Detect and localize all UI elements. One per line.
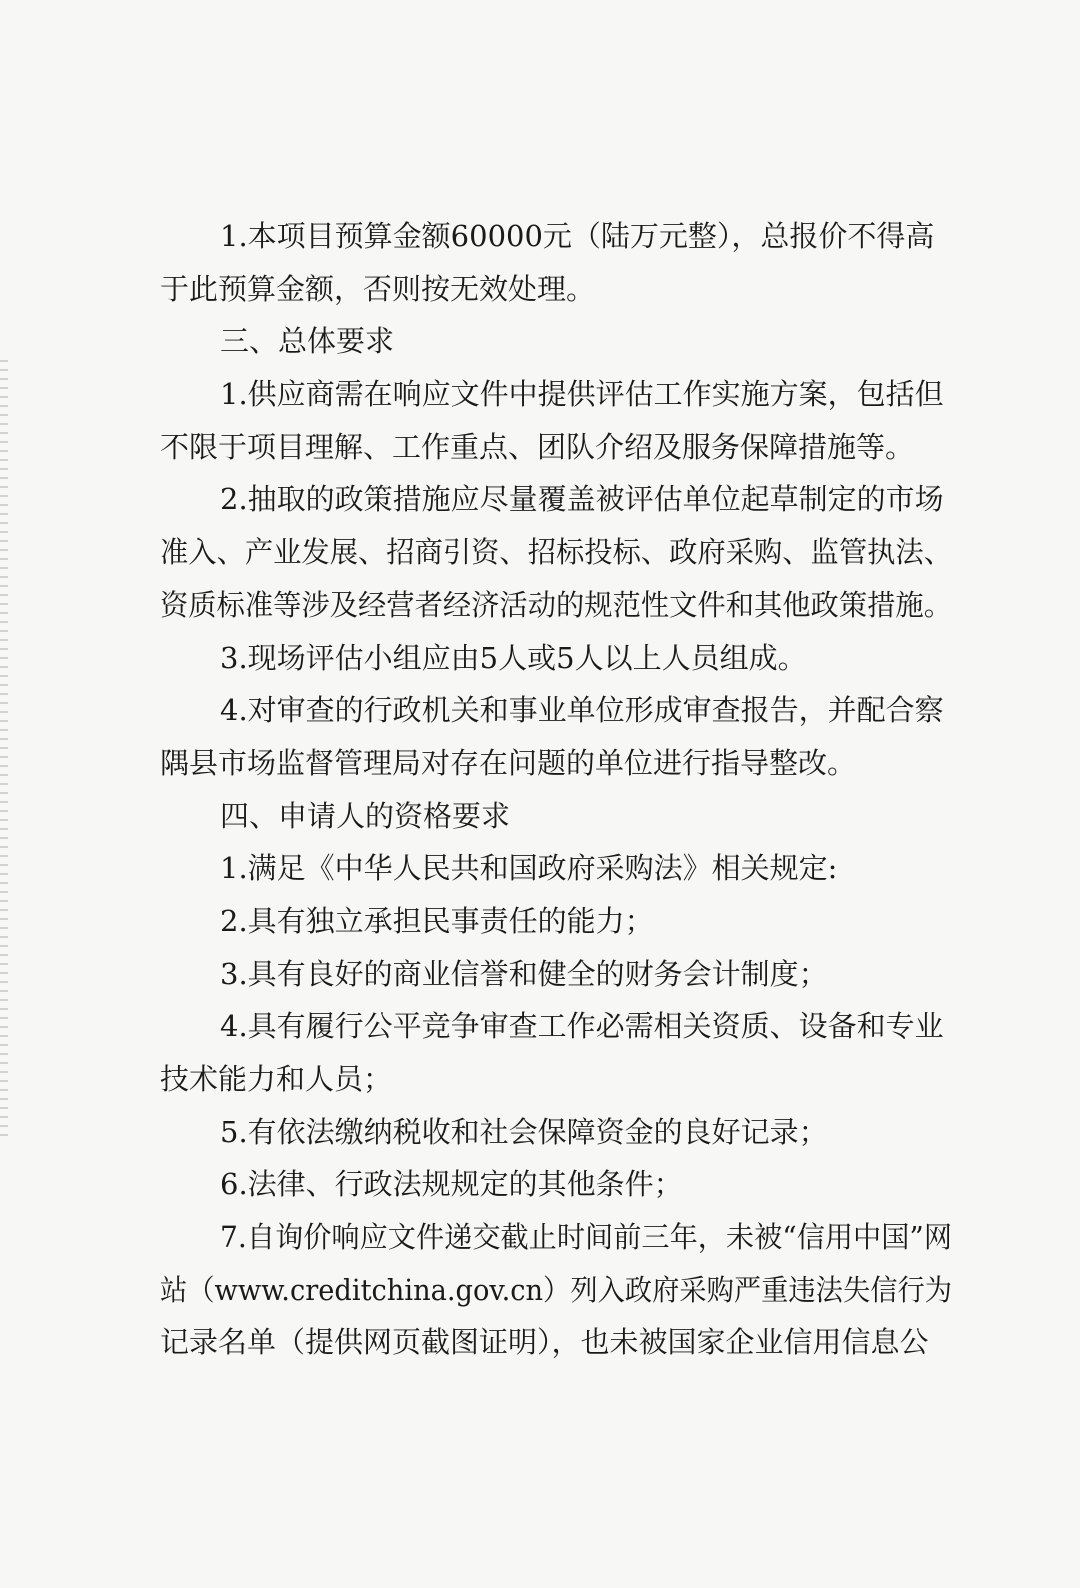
paragraph-line: 1.本项目预算金额60000元（陆万元整），总报价不得高 <box>220 219 935 253</box>
paragraph-line: 3.现场评估小组应由5人或5人以上人员组成。 <box>220 640 807 675</box>
paragraph-line: 记录名单（提供网页截图证明），也未被国家企业信用信息公 <box>160 1325 929 1360</box>
paragraph-line: 不限于项目理解、工作重点、团队介绍及服务保障措施等。 <box>160 429 915 464</box>
scan-edge-artifact <box>0 360 8 1140</box>
paragraph-line: 2.具有独立承担民事责任的能力； <box>220 903 654 938</box>
paragraph-line: 技术能力和人员； <box>160 1062 393 1096</box>
paragraph-line: 资质标准等涉及经营者经济活动的规范性文件和其他政策措施。 <box>160 587 952 622</box>
paragraph-line: 1.满足《中华人民共和国政府采购法》相关规定: <box>220 851 838 886</box>
section-heading-overall-requirements: 三、总体要求 <box>220 324 395 359</box>
paragraph-line: 于此预算金额，否则按无效处理。 <box>160 271 596 306</box>
paragraph-line: 5.有依法缴纳税收和社会保障资金的良好记录； <box>220 1114 828 1149</box>
paragraph-line: 站（www.creditchina.gov.cn）列入政府采购严重违法失信行为 <box>160 1272 952 1307</box>
paragraph-line: 1.供应商需在响应文件中提供评估工作实施方案，包括但 <box>220 377 944 412</box>
paragraph-line: 4.对审查的行政机关和事业单位形成审查报告，并配合察 <box>220 693 944 728</box>
paragraph-line: 6.法律、行政法规规定的其他条件； <box>220 1167 683 1202</box>
paragraph-line: 隅县市场监督管理局对存在问题的单位进行指导整改。 <box>160 745 857 780</box>
paragraph-line: 7.自询价响应文件递交截止时间前三年，未被“信用中国”网 <box>220 1220 952 1255</box>
section-heading-applicant-qualifications: 四、申请人的资格要求 <box>220 798 511 833</box>
paragraph-line: 4.具有履行公平竞争审查工作必需相关资质、设备和专业 <box>220 1009 944 1044</box>
paragraph-line: 3.具有良好的商业信誉和健全的财务会计制度； <box>220 956 828 991</box>
paragraph-line: 准入、产业发展、招商引资、招标投标、政府采购、监管执法、 <box>160 535 952 570</box>
paragraph-line: 2.抽取的政策措施应尽量覆盖被评估单位起草制定的市场 <box>220 482 944 517</box>
document-body <box>160 210 952 1369</box>
